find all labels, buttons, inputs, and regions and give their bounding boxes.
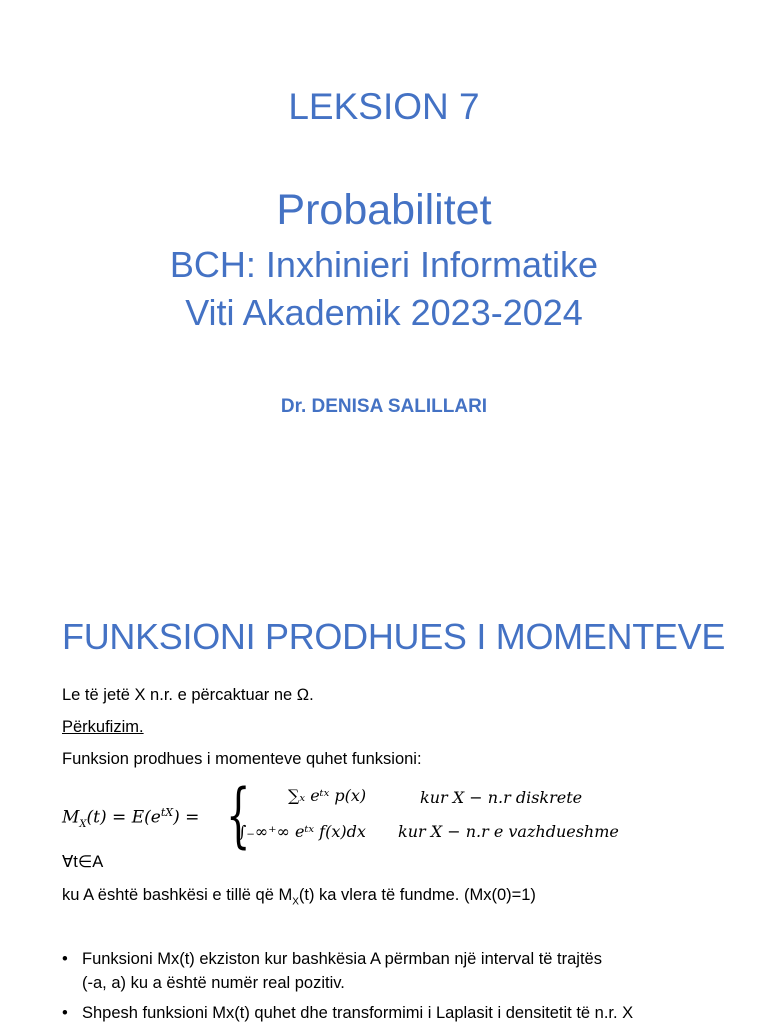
bullet-dot-icon: • <box>62 950 68 968</box>
intro-line: Le të jetë X n.r. e përcaktuar ne Ω. <box>62 686 314 704</box>
case1-condition: kur X − n.r diskrete <box>420 788 583 807</box>
course-title: Probabilitet <box>276 186 492 234</box>
case2-condition: kur X − n.r e vazhdueshme <box>398 822 619 841</box>
definition-label: Përkufizim. <box>62 718 144 736</box>
author-name: Dr. DENISA SALILLARI <box>280 396 488 417</box>
bullet-dot-icon: • <box>62 1004 68 1022</box>
condition-line: ku A është bashkësi e tillë që $M_X(t)$ ka vlera të fundme. (Mx(0)=1) <box>62 886 536 908</box>
definition-text: Funksion prodhues i momenteve quhet funksioni: <box>62 750 422 768</box>
formula-lhs: $M_X(t) = E(e^{tX})$ = <box>62 806 200 831</box>
forall-line: ∀t∈A <box>62 853 104 871</box>
program-name: BCH: Inxhinieri Informatike <box>169 244 599 285</box>
piecewise-brace: { <box>226 774 251 856</box>
case2-expression: ∫₋∞⁺∞ eᵗˣ f(x)dx <box>238 822 366 841</box>
lesson-number: LEKSION 7 <box>288 86 480 127</box>
slide-heading: FUNKSIONI PRODHUES I MOMENTEVE <box>62 616 726 657</box>
bullet-text: Shpesh funksioni Mx(t) quhet dhe transformimi i Laplasit i densitetit të n.r. X <box>82 1004 634 1022</box>
case1-expression: ∑ₓ eᵗˣ p(x) <box>288 786 367 805</box>
academic-year: Viti Akademik 2023-2024 <box>185 292 583 333</box>
bullet-text: Funksioni Mx(t) ekziston kur bashkësia A përmban një interval të trajtës <box>82 950 602 968</box>
bullet-text: (-a, a) ku a është numër real pozitiv. <box>82 974 345 992</box>
slide-separator <box>0 578 768 594</box>
